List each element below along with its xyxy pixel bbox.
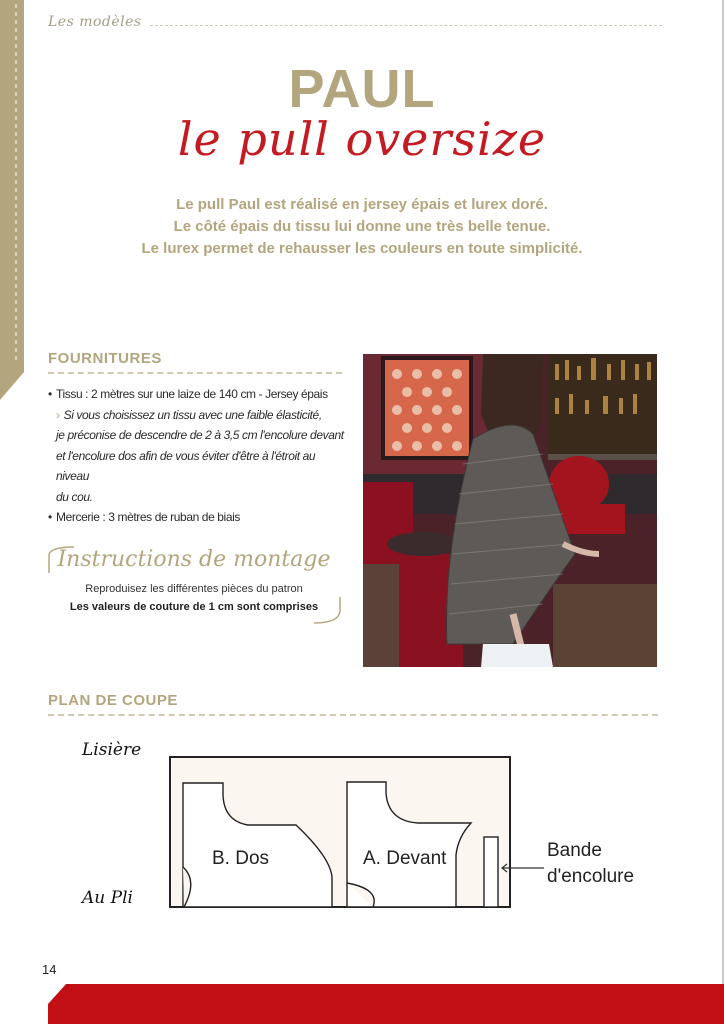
chevron-right-icon: › <box>56 407 60 422</box>
supply-text: Mercerie : 3 mètres de ruban de biais <box>56 510 240 524</box>
bullet: • <box>48 510 52 524</box>
instructions-title: Instructions de montage <box>57 547 331 572</box>
piece-label-back: B. Dos <box>212 848 270 869</box>
supply-item-fabric <box>48 384 348 405</box>
piece-label-front: A. Devant <box>363 848 447 869</box>
bullet: • <box>48 387 52 401</box>
cutting-layout-diagram <box>168 755 512 911</box>
supply-note <box>48 405 348 508</box>
page-number: 14 <box>42 962 57 977</box>
pattern-subtitle: le pull oversize <box>177 112 547 166</box>
instructions-line: Reproduisez les différentes pièces du patron <box>85 583 303 595</box>
supplies-list <box>48 384 348 528</box>
note-line: je préconise de descendre de 2 à 3,5 cm l'encolure devant <box>56 428 344 442</box>
cutting-plan-heading: PLAN DE COUPE <box>48 692 178 709</box>
dashed-rule <box>48 714 658 716</box>
section-label: Les modèles <box>48 14 142 30</box>
selvedge-label: Lisière <box>82 740 142 760</box>
intro-line: Le pull Paul est réalisé en jersey épais et lurex doré. <box>176 196 548 213</box>
dashed-rule <box>48 372 342 374</box>
note-line: du cou. <box>56 489 93 504</box>
instructions-box <box>46 545 342 627</box>
intro-text <box>0 194 724 260</box>
dashed-rule <box>150 25 662 26</box>
instructions-line-bold: Les valeurs de couture de 1 cm sont comprises <box>69 601 319 613</box>
photo-illustration <box>363 354 657 667</box>
neckband-label-line: d'encolure <box>547 866 635 887</box>
footer-band <box>0 984 724 1024</box>
supply-text: Tissu : 2 mètres sur une laize de 140 cm - Jersey épais <box>56 387 328 401</box>
fold-label: Au Pli <box>82 888 133 908</box>
neckband-piece-shape <box>484 837 498 907</box>
model-photo <box>363 354 657 667</box>
intro-line: Le côté épais du tissu lui donne une très belle tenue. <box>173 218 551 235</box>
intro-line: Le lurex permet de rehausser les couleurs en toute simplicité. <box>141 240 583 257</box>
supply-item-notions <box>48 507 348 528</box>
neckband-label-line: Bande <box>547 840 602 861</box>
neckband-label <box>547 838 634 890</box>
note-line: Si vous choisissez un tissu avec une faible élasticité, <box>63 407 322 422</box>
arrow-left-icon <box>500 862 544 874</box>
section-header <box>48 14 662 30</box>
supplies-heading: FOURNITURES <box>48 350 162 367</box>
note-line: et l'encolure dos afin de vous éviter d'être à l'étroit au niveau <box>56 448 316 483</box>
pattern-title: PAUL <box>288 59 436 119</box>
